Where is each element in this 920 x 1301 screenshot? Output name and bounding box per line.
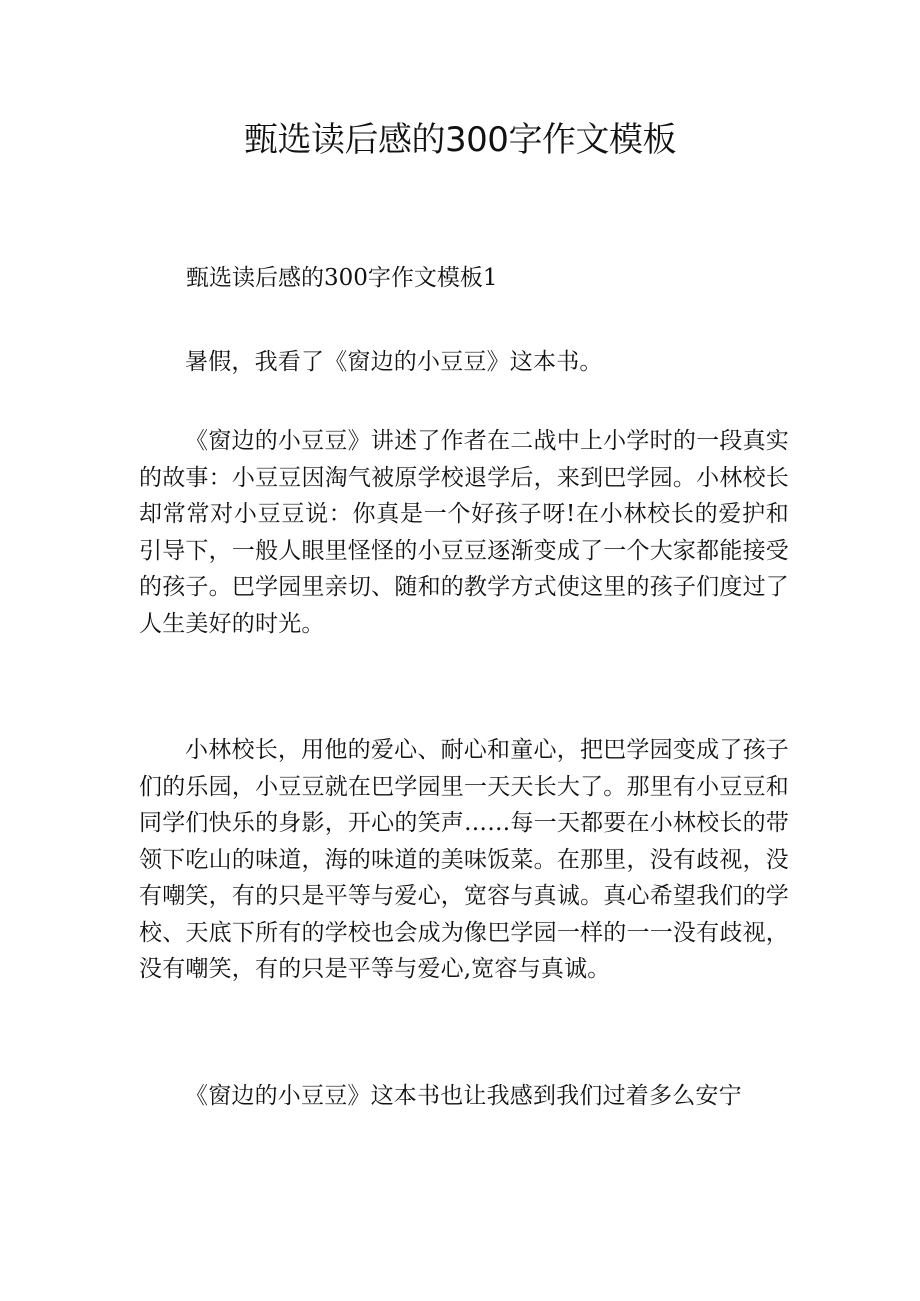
paragraph-1: 暑假，我看了《窗边的小豆豆》这本书。 [185,349,603,375]
paragraph-3: 小林校长，用他的爱心、耐心和童心，把巴学园变成了孩子们的乐园，小豆豆就在巴学园里一天天长大了。那里有小豆豆和同学们快乐的身影，开心的笑声……每一天都要在小林校长的带领下吃山的味道，海的味道的美味饭菜。在那里，没有歧视，没有嘲笑，有的只是平等与爱心，宽容与真诚。真心希望我们的学校、天底下所有的学校也会成为像巴学园一样的一一没有歧视，没有嘲笑，有的只是平等与爱心,宽容与真诚。 [139,737,789,982]
paragraph-2: 《窗边的小豆豆》讲述了作者在二战中上小学时的一段真实的故事：小豆豆因淘气被原学校退学后，来到巴学园。小林校长却常常对小豆豆说：你真是一个好孩子呀!在小林校长的爱护和引导下，一般人眼里怪怪的小豆豆逐渐变成了一个大家都能接受的孩子。巴学园里亲切、随和的教学方式使这里的孩子们度过了人生美好的时光。 [139,428,789,637]
document-title: 甄选读后感的300字作文模板 [244,120,676,160]
paragraph-4: 《窗边的小豆豆》这本书也让我感到我们过着多么安宁 [185,1083,742,1109]
section-heading: 甄选读后感的300字作文模板1 [186,265,498,291]
